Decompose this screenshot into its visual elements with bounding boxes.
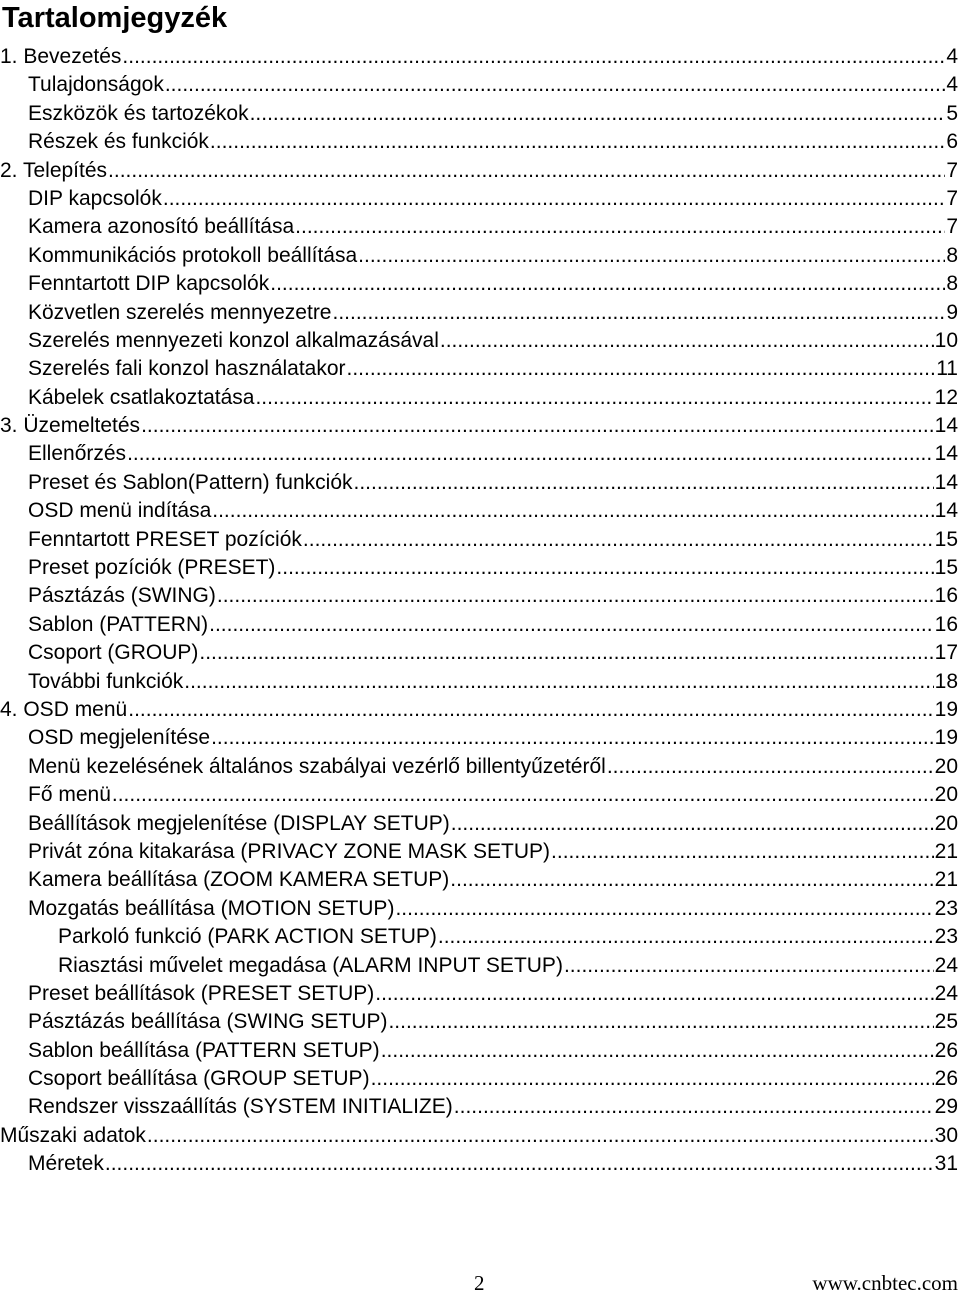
toc-entry-label: Csoport (GROUP) xyxy=(28,641,199,665)
toc-entry-page: 14 xyxy=(934,414,958,438)
toc-entry-page: 14 xyxy=(934,442,958,466)
toc-dot-leader xyxy=(217,582,934,610)
toc-dot-leader xyxy=(276,554,933,582)
toc-entry-page: 19 xyxy=(934,697,958,721)
toc-dot-leader xyxy=(209,611,934,639)
toc-dot-leader xyxy=(163,185,945,213)
toc-entry[interactable] xyxy=(0,327,960,355)
toc-entry-page: 31 xyxy=(934,1152,958,1176)
toc-dot-leader xyxy=(210,128,945,156)
toc-entry-page: 23 xyxy=(934,896,958,920)
toc-dot-leader xyxy=(128,696,933,724)
toc-entry-page: 17 xyxy=(934,641,958,665)
toc-entry-label: Kamera azonosító beállítása xyxy=(28,215,295,239)
toc-entry[interactable] xyxy=(0,781,960,809)
toc-dot-leader xyxy=(250,100,946,128)
toc-entry-page: 23 xyxy=(934,925,958,949)
toc-entry-label: 3. Üzemeltetés xyxy=(0,414,141,438)
toc-entry-page: 15 xyxy=(934,527,958,551)
toc-entry[interactable] xyxy=(0,980,960,1008)
toc-entry-page: 4 xyxy=(946,73,958,97)
toc-dot-leader xyxy=(112,781,934,809)
toc-entry-label: Kamera beállítása (ZOOM KAMERA SETUP) xyxy=(28,868,450,892)
toc-entry-label: Rendszer visszaállítás (SYSTEM INITIALIZE) xyxy=(28,1095,453,1119)
toc-entry[interactable] xyxy=(0,668,960,696)
toc-entry[interactable] xyxy=(0,554,960,582)
toc-entry[interactable] xyxy=(0,724,960,752)
toc-entry-label: Műszaki adatok xyxy=(0,1123,146,1147)
toc-dot-leader xyxy=(395,895,933,923)
toc-entry[interactable] xyxy=(0,242,960,270)
toc-entry[interactable] xyxy=(0,810,960,838)
toc-entry[interactable] xyxy=(0,299,960,327)
toc-dot-leader xyxy=(358,242,945,270)
toc-entry[interactable] xyxy=(0,128,960,156)
toc-entry-label: 4. OSD menü xyxy=(0,697,128,721)
toc-entry[interactable] xyxy=(0,1122,960,1150)
toc-entry-label: Kábelek csatlakoztatása xyxy=(28,385,255,409)
toc-entry[interactable] xyxy=(0,866,960,894)
toc-entry-page: 7 xyxy=(946,215,958,239)
toc-entry[interactable] xyxy=(0,497,960,525)
toc-entry[interactable] xyxy=(0,611,960,639)
toc-dot-leader xyxy=(295,213,945,241)
toc-entry[interactable] xyxy=(0,1065,960,1093)
toc-dot-leader xyxy=(184,668,933,696)
toc-entry-page: 25 xyxy=(934,1010,958,1034)
toc-entry[interactable] xyxy=(0,270,960,298)
toc-entry[interactable] xyxy=(0,895,960,923)
toc-entry[interactable] xyxy=(0,1008,960,1036)
toc-dot-leader xyxy=(147,1122,934,1150)
page-number: 2 xyxy=(474,1271,485,1295)
toc-dot-leader xyxy=(371,1065,934,1093)
toc-entry[interactable] xyxy=(0,696,960,724)
toc-dot-leader xyxy=(607,753,934,781)
page-footer xyxy=(0,1270,960,1297)
toc-entry-label: Közvetlen szerelés mennyezetre xyxy=(28,300,332,324)
toc-entry-label: OSD menü indítása xyxy=(28,499,212,523)
toc-dot-leader xyxy=(388,1008,933,1036)
toc-entry-label: 2. Telepítés xyxy=(0,158,108,182)
toc-entry-page: 24 xyxy=(934,953,958,977)
toc-dot-leader xyxy=(347,355,936,383)
toc-dot-leader xyxy=(141,412,934,440)
toc-entry[interactable] xyxy=(0,157,960,185)
toc-entry-page: 7 xyxy=(946,158,958,182)
toc-entry[interactable] xyxy=(0,923,960,951)
toc-entry-page: 18 xyxy=(934,669,958,693)
toc-dot-leader xyxy=(212,497,933,525)
toc-entry-label: Preset beállítások (PRESET SETUP) xyxy=(28,981,375,1005)
toc-entry-label: Riasztási művelet megadása (ALARM INPUT SETUP) xyxy=(58,953,563,977)
toc-entry-label: Fő menü xyxy=(28,783,111,807)
toc-entry-label: Részek és funkciók xyxy=(28,130,209,154)
toc-entry-page: 20 xyxy=(934,811,958,835)
toc-entry-label: Menü kezelésének általános szabályai vezérlő billentyűzetéről xyxy=(28,754,606,778)
toc-entry[interactable] xyxy=(0,582,960,610)
toc-entry-label: Mozgatás beállítása (MOTION SETUP) xyxy=(28,896,395,920)
toc-entry[interactable] xyxy=(0,185,960,213)
toc-entry-label: Szerelés fali konzol használatakor xyxy=(28,357,346,381)
toc-entry-page: 8 xyxy=(946,243,958,267)
toc-entry-page: 24 xyxy=(934,981,958,1005)
toc-entry-label: Méretek xyxy=(28,1152,104,1176)
toc-entry-page: 12 xyxy=(934,385,958,409)
toc-dot-leader xyxy=(122,43,945,71)
toc-entry[interactable] xyxy=(0,384,960,412)
toc-entry[interactable] xyxy=(0,639,960,667)
toc-entry-label: Sablon (PATTERN) xyxy=(28,612,209,636)
toc-entry[interactable] xyxy=(0,469,960,497)
toc-dot-leader xyxy=(354,469,934,497)
toc-entry[interactable] xyxy=(0,526,960,554)
toc-entry-page: 20 xyxy=(934,783,958,807)
toc-entry-page: 30 xyxy=(934,1123,958,1147)
toc-entry[interactable] xyxy=(0,952,960,980)
toc-entry-page: 16 xyxy=(934,584,958,608)
toc-dot-leader xyxy=(105,1150,934,1178)
toc-entry-page: 15 xyxy=(934,556,958,580)
toc-entry-label: DIP kapcsolók xyxy=(28,186,162,210)
toc-entry-page: 26 xyxy=(934,1038,958,1062)
toc-entry-page: 7 xyxy=(946,186,958,210)
toc-dot-leader xyxy=(127,440,934,468)
toc-entry[interactable] xyxy=(0,1150,960,1178)
toc-entry-page: 19 xyxy=(934,726,958,750)
toc-dot-leader xyxy=(381,1037,934,1065)
toc-entry-label: Kommunikációs protokoll beállítása xyxy=(28,243,358,267)
toc-entry-label: Ellenőrzés xyxy=(28,442,127,466)
toc-dot-leader xyxy=(440,327,934,355)
toc-entry-label: Eszközök és tartozékok xyxy=(28,101,249,125)
toc-entry-label: 1. Bevezetés xyxy=(0,45,122,68)
toc-entry-label: Fenntartott PRESET pozíciók xyxy=(28,527,302,551)
toc-dot-leader xyxy=(551,838,934,866)
toc-dot-leader xyxy=(438,923,934,951)
toc-dot-leader xyxy=(451,810,934,838)
toc-entry-label: Beállítások megjelenítése (DISPLAY SETUP) xyxy=(28,811,450,835)
toc-entry-page: 29 xyxy=(934,1095,958,1119)
toc-entry-label: Tulajdonságok xyxy=(28,73,164,97)
toc-entry[interactable] xyxy=(0,213,960,241)
toc-dot-leader xyxy=(165,71,945,99)
toc-entry-label: Sablon beállítása (PATTERN SETUP) xyxy=(28,1038,380,1062)
toc-entry[interactable] xyxy=(0,100,960,128)
toc-dot-leader xyxy=(454,1093,934,1121)
toc-entry-label: OSD megjelenítése xyxy=(28,726,211,750)
toc-dot-leader xyxy=(255,384,933,412)
toc-entry-label: Fenntartott DIP kapcsolók xyxy=(28,272,270,296)
toc-entry-label: Privát zóna kitakarása (PRIVACY ZONE MASK SETUP) xyxy=(28,839,551,863)
toc-entry-page: 14 xyxy=(934,499,958,523)
toc-entry-page: 14 xyxy=(934,470,958,494)
toc-entry-page: 26 xyxy=(934,1067,958,1091)
toc-dot-leader xyxy=(108,157,945,185)
toc-entry-page: 9 xyxy=(946,300,958,324)
toc-entry-label: Pásztázás beállítása (SWING SETUP) xyxy=(28,1010,388,1034)
toc-dot-leader xyxy=(303,526,934,554)
toc-entry[interactable] xyxy=(0,753,960,781)
toc-dot-leader xyxy=(333,299,946,327)
toc-entry[interactable] xyxy=(0,1037,960,1065)
toc-entry-page: 5 xyxy=(946,101,958,125)
toc-entry[interactable] xyxy=(0,412,960,440)
toc-entry-page: 8 xyxy=(946,272,958,296)
website-url: www.cnbtec.com xyxy=(812,1271,958,1295)
toc-dot-leader xyxy=(199,639,933,667)
page-title: Tartalomjegyzék xyxy=(2,2,228,34)
toc-entry-page: 4 xyxy=(946,45,958,68)
toc-entry[interactable] xyxy=(0,43,960,71)
toc-entry-label: Csoport beállítása (GROUP SETUP) xyxy=(28,1067,370,1091)
toc-entry[interactable] xyxy=(0,71,960,99)
toc-entry[interactable] xyxy=(0,440,960,468)
toc-dot-leader xyxy=(564,952,934,980)
toc-entry-label: További funkciók xyxy=(28,669,184,693)
toc-entry-page: 11 xyxy=(936,357,958,381)
toc-entry-label: Szerelés mennyezeti konzol alkalmazásával xyxy=(28,328,439,352)
toc-dot-leader xyxy=(450,866,933,894)
toc-entry-page: 20 xyxy=(934,754,958,778)
toc-entry-label: Preset és Sablon(Pattern) funkciók xyxy=(28,470,353,494)
table-of-contents xyxy=(0,43,960,1179)
toc-entry[interactable] xyxy=(0,838,960,866)
toc-entry-page: 21 xyxy=(934,839,958,863)
toc-dot-leader xyxy=(375,980,933,1008)
toc-dot-leader xyxy=(211,724,934,752)
toc-entry[interactable] xyxy=(0,1093,960,1121)
toc-entry-label: Pásztázás (SWING) xyxy=(28,584,216,608)
toc-entry[interactable] xyxy=(0,355,960,383)
toc-dot-leader xyxy=(270,270,945,298)
toc-entry-label: Parkoló funkció (PARK ACTION SETUP) xyxy=(58,925,437,949)
toc-entry-page: 6 xyxy=(946,130,958,154)
toc-entry-page: 21 xyxy=(934,868,958,892)
toc-entry-page: 16 xyxy=(934,612,958,636)
toc-entry-label: Preset pozíciók (PRESET) xyxy=(28,556,276,580)
toc-entry-page: 10 xyxy=(934,328,958,352)
